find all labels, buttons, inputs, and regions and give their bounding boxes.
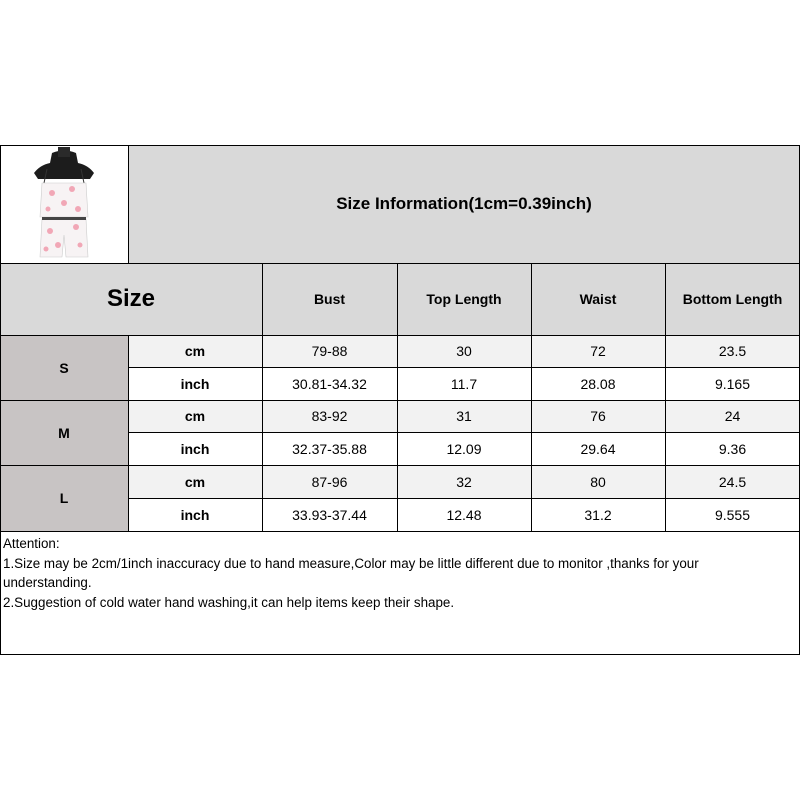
- value-cell: 31.2: [531, 498, 665, 531]
- value-cell: 12.09: [397, 432, 531, 465]
- value-cell: 28.08: [531, 367, 665, 400]
- table-border: [0, 654, 800, 655]
- value-cell: 31: [397, 400, 531, 432]
- value-cell: 87-96: [262, 465, 397, 498]
- value-cell: 12.48: [397, 498, 531, 531]
- table-border: [0, 335, 800, 336]
- value-cell: 23.5: [665, 335, 800, 367]
- table-border: [0, 145, 800, 146]
- col-header-waist: Waist: [531, 263, 665, 335]
- product-image-cell: [0, 145, 128, 263]
- table-border: [0, 465, 800, 466]
- table-border: [0, 400, 800, 401]
- unit-label-inch: inch: [128, 432, 262, 465]
- table-border: [262, 263, 263, 531]
- note-line: understanding.: [3, 575, 92, 590]
- table-border: [0, 145, 1, 655]
- size-column-header: Size: [0, 263, 262, 335]
- chart-title: Size Information(1cm=0.39inch): [128, 145, 800, 263]
- value-cell: 79-88: [262, 335, 397, 367]
- table-border: [128, 498, 800, 499]
- value-cell: 72: [531, 335, 665, 367]
- value-cell: 30.81-34.32: [262, 367, 397, 400]
- size-label-m: M: [0, 400, 128, 465]
- col-header-bust: Bust: [262, 263, 397, 335]
- value-cell: 80: [531, 465, 665, 498]
- value-cell: 9.555: [665, 498, 800, 531]
- value-cell: 32: [397, 465, 531, 498]
- table-border: [397, 263, 398, 531]
- value-cell: 29.64: [531, 432, 665, 465]
- unit-label-cm: cm: [128, 335, 262, 367]
- value-cell: 76: [531, 400, 665, 432]
- table-border: [128, 367, 800, 368]
- value-cell: 83-92: [262, 400, 397, 432]
- note-line: 2.Suggestion of cold water hand washing,it can help items keep their shape.: [3, 594, 455, 610]
- table-border: [128, 335, 129, 531]
- table-border: [128, 145, 129, 263]
- value-cell: 24: [665, 400, 800, 432]
- table-border: [531, 263, 532, 531]
- size-label-l: L: [0, 465, 128, 531]
- unit-label-inch: inch: [128, 367, 262, 400]
- unit-label-cm: cm: [128, 400, 262, 432]
- value-cell: 32.37-35.88: [262, 432, 397, 465]
- note-line: 1.Size may be 2cm/1inch inaccuracy due to hand measure,Color may be little different due to monitor ,thanks for your: [3, 555, 699, 571]
- attention-notes: [3, 534, 793, 612]
- col-header-bottom-length: Bottom Length: [665, 263, 800, 335]
- notes-heading: Attention:: [3, 536, 60, 551]
- product-photo: [2, 147, 126, 261]
- table-border: [0, 263, 800, 264]
- size-chart: [0, 145, 800, 655]
- col-header-top-length: Top Length: [397, 263, 531, 335]
- table-border: [128, 432, 800, 433]
- value-cell: 33.93-37.44: [262, 498, 397, 531]
- size-label-s: S: [0, 335, 128, 400]
- value-cell: 24.5: [665, 465, 800, 498]
- table-border: [665, 263, 666, 531]
- unit-label-inch: inch: [128, 498, 262, 531]
- table-border: [0, 531, 800, 532]
- value-cell: 9.36: [665, 432, 800, 465]
- value-cell: 11.7: [397, 367, 531, 400]
- value-cell: 30: [397, 335, 531, 367]
- value-cell: 9.165: [665, 367, 800, 400]
- unit-label-cm: cm: [128, 465, 262, 498]
